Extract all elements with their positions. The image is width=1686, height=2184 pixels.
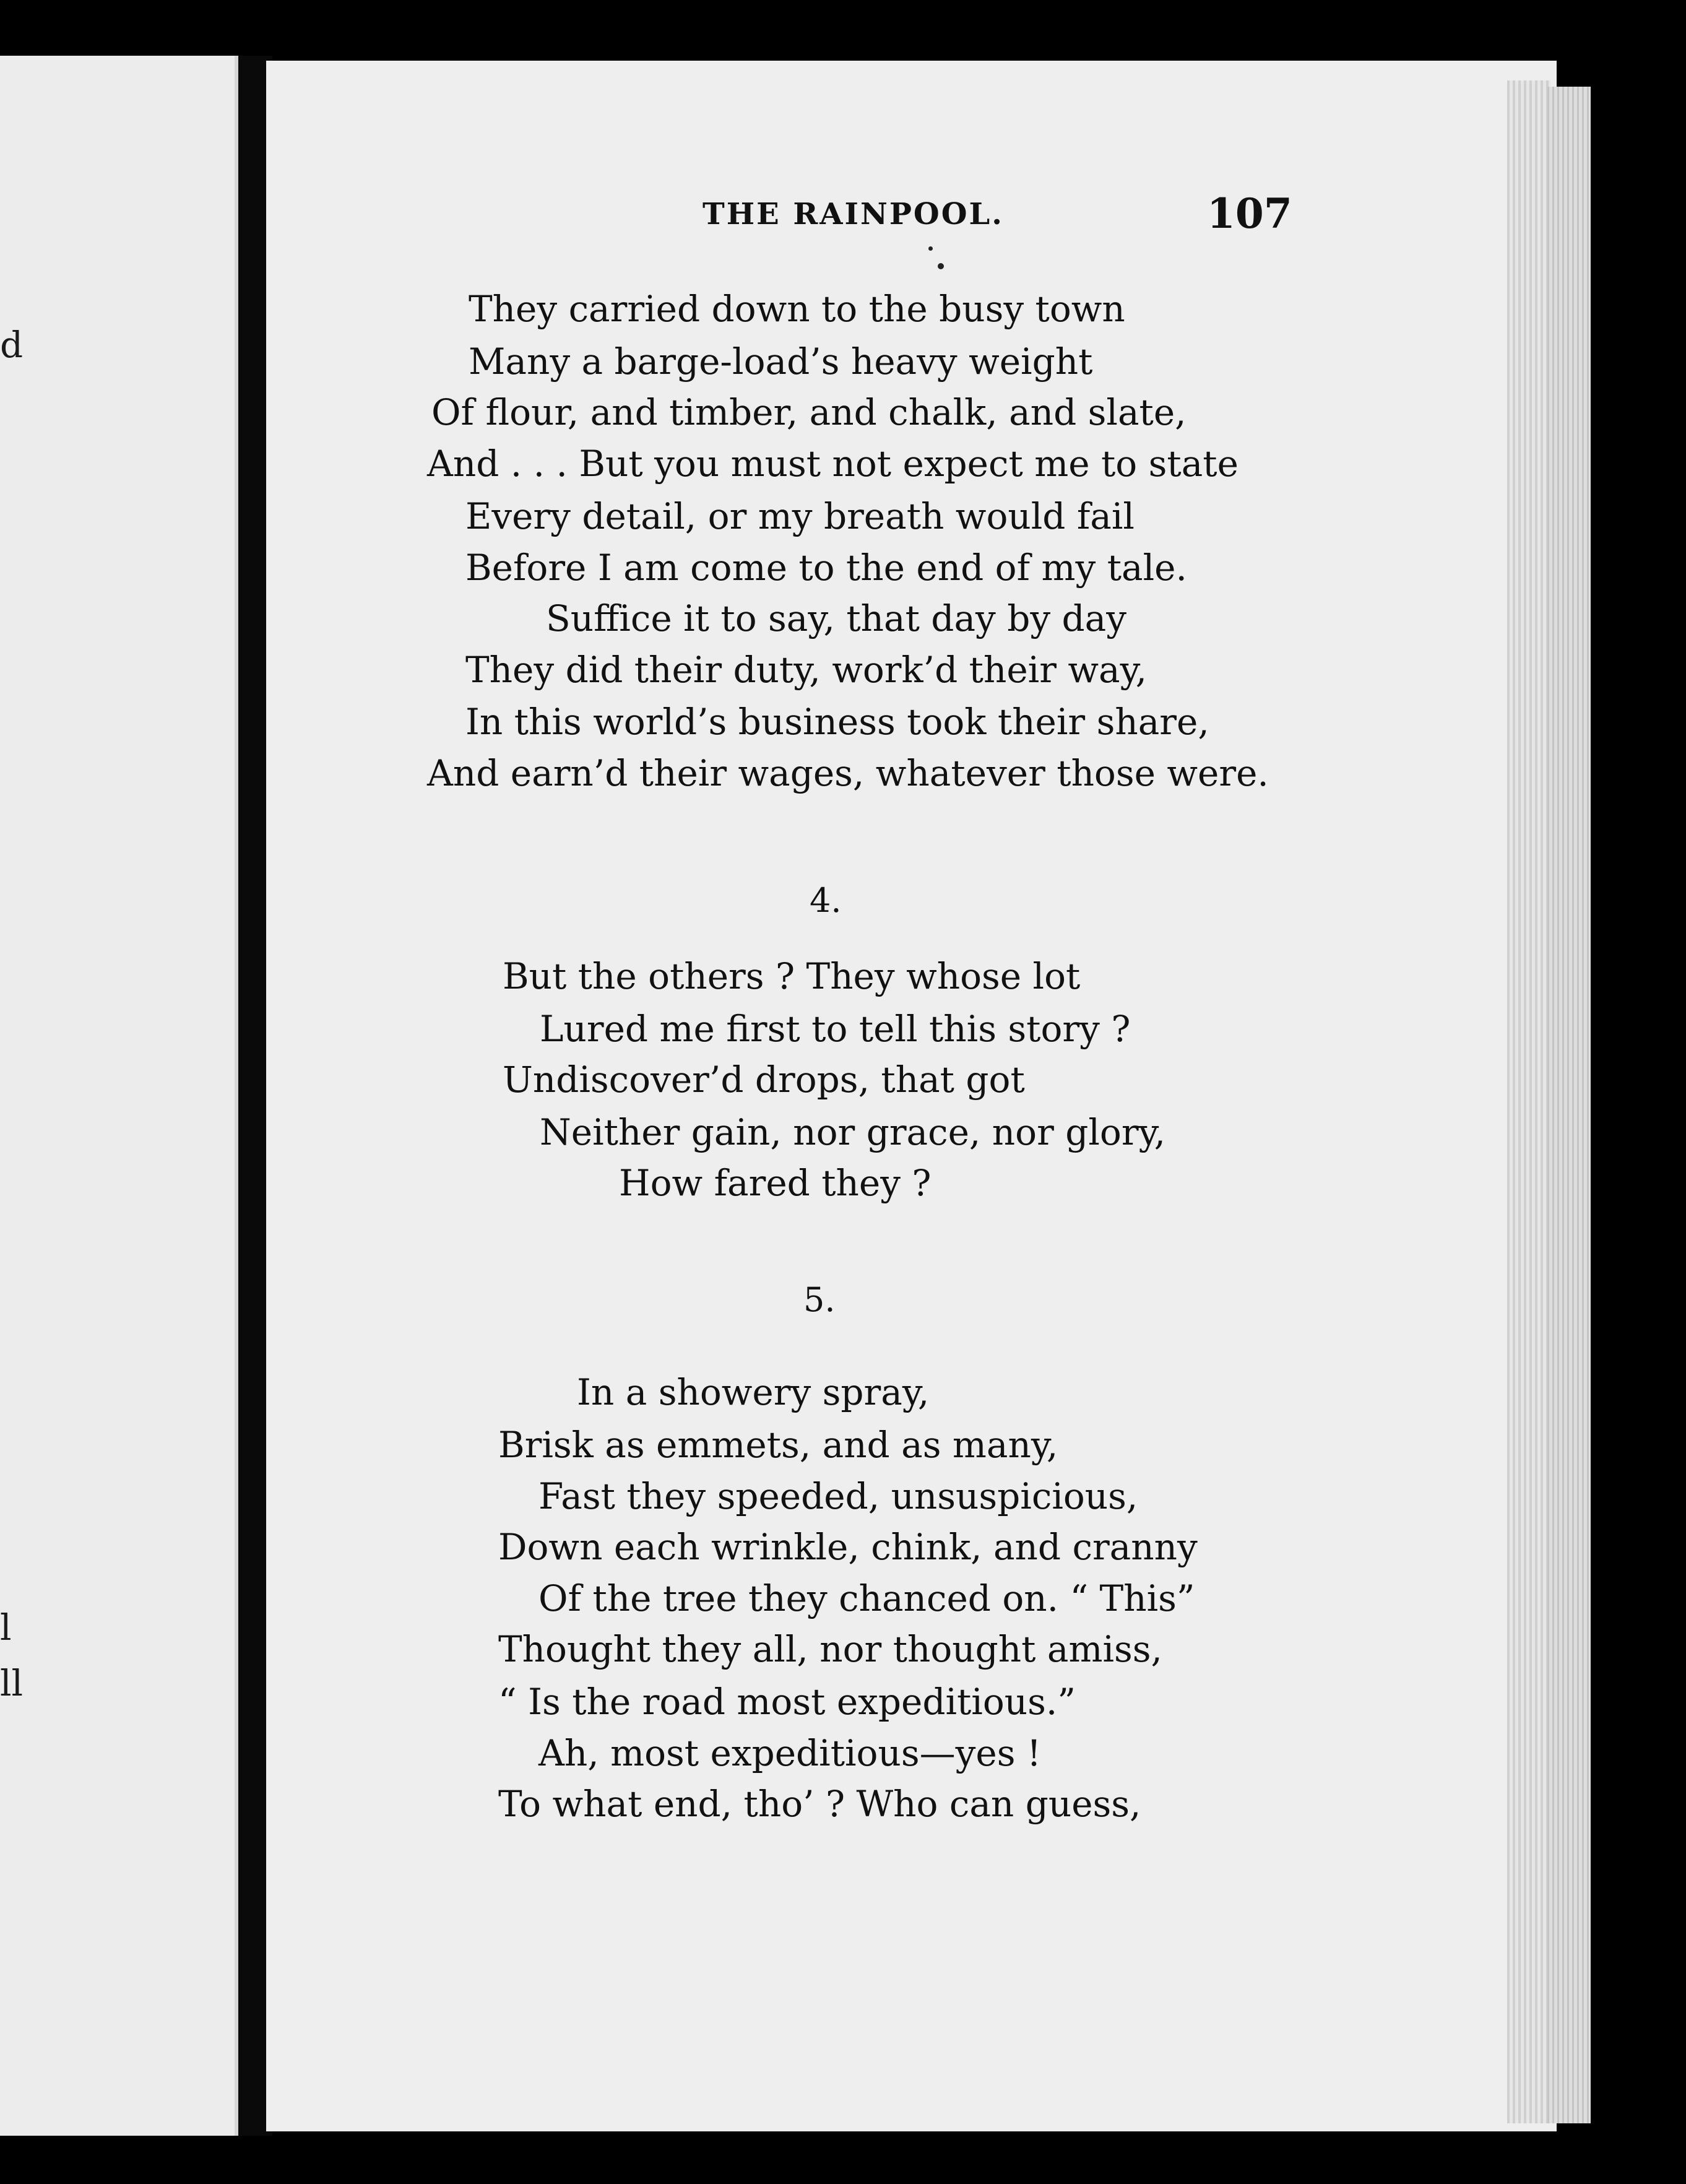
poem-line: Before I am come to the end of my tale. (465, 547, 1187, 589)
poem-line: Neither gain, nor grace, nor glory, (540, 1111, 1166, 1153)
poem-line: To what end, tho’ ? Who can guess, (498, 1783, 1141, 1825)
page-number: 107 (1207, 189, 1292, 238)
ink-speck (928, 246, 933, 251)
left-page-letter: d (0, 324, 24, 366)
page-stack-edge (1507, 80, 1550, 2123)
poem-line: Every detail, or my breath would fail (465, 495, 1135, 537)
page-stack-edge (1547, 87, 1591, 2123)
poem-line: Thought they all, nor thought amiss, (498, 1628, 1162, 1670)
poem-line: Ah, most expeditious—yes ! (538, 1732, 1042, 1774)
poem-line: But the others ? They whose lot (503, 955, 1081, 997)
poem-line: “ Is the road most expeditious.” (498, 1681, 1076, 1723)
poem-line: Undiscover’d drops, that got (503, 1059, 1025, 1101)
left-page-letter: ll (0, 1662, 24, 1704)
poem-line: Down each wrinkle, chink, and cranny (498, 1526, 1198, 1568)
ink-speck (938, 263, 944, 269)
poem-line: And . . . But you must not expect me to state (427, 443, 1239, 485)
poem-line: Of the tree they chanced on. “ This” (538, 1577, 1195, 1619)
poem-line: In a showery spray, (577, 1371, 930, 1413)
poem-line: They carried down to the busy town (469, 288, 1125, 330)
poem-line: Many a barge-load’s heavy weight (469, 340, 1093, 383)
poem-line: Of flour, and timber, and chalk, and slate, (431, 391, 1187, 433)
poem-line: How fared they ? (619, 1162, 932, 1204)
poem-line: Suffice it to say, that day by day (546, 597, 1127, 639)
poem-line: Fast they speeded, unsuspicious, (538, 1475, 1138, 1517)
poem-line: In this world’s business took their share, (465, 701, 1209, 743)
section-number: 5. (803, 1280, 836, 1319)
running-head: THE RAINPOOL. (702, 197, 1005, 232)
poem-line: They did their duty, work’d their way, (465, 649, 1148, 691)
section-number: 4. (810, 881, 842, 920)
left-page-letter: l (0, 1606, 12, 1649)
left-page (0, 56, 238, 2136)
poem-line: Lured me first to tell this story ? (540, 1008, 1131, 1050)
poem-line: And earn’d their wages, whatever those were. (427, 752, 1269, 794)
poem-line: Brisk as emmets, and as many, (498, 1424, 1058, 1466)
